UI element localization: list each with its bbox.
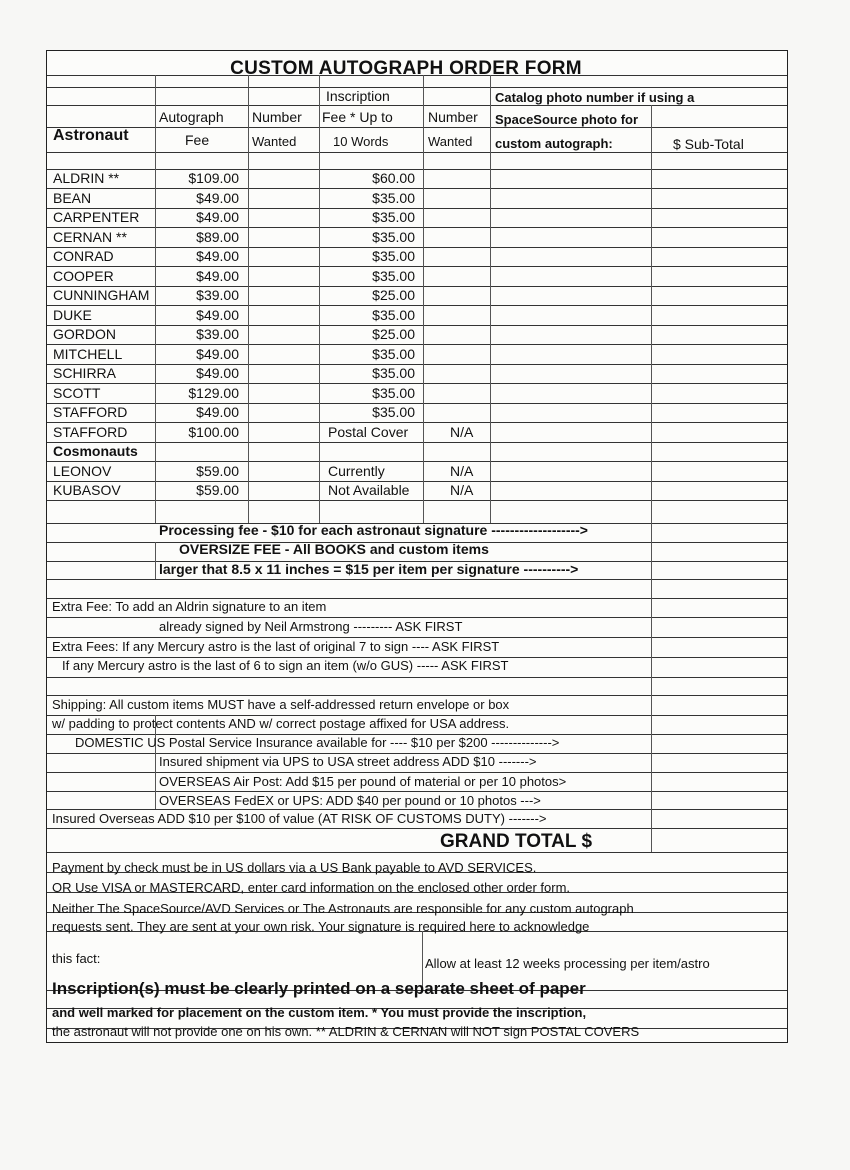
row-line — [47, 152, 787, 153]
row-line — [47, 127, 787, 128]
row-line — [47, 617, 787, 618]
shipping-line-6: OVERSEAS FedEX or UPS: ADD $40 per pound or 10 photos ---> — [159, 793, 541, 808]
row-line — [47, 579, 787, 580]
column-line — [155, 542, 156, 579]
extra-fee-line-1: Extra Fee: To add an Aldrin signature to an item — [52, 599, 327, 614]
header-wanted-2: Wanted — [428, 134, 473, 149]
astronaut-name: CARPENTER — [53, 209, 140, 225]
row-line — [47, 791, 787, 792]
shipping-line-2: w/ padding to protect contents AND w/ correct postage affixed for USA address. — [52, 716, 510, 731]
autograph-fee: $49.00 — [196, 404, 239, 420]
astronaut-name: SCHIRRA — [53, 365, 117, 381]
astronaut-name: Cosmonauts — [53, 443, 138, 459]
processing-fee-text: Processing fee - $10 for each astronaut signature -------------------> — [159, 522, 588, 538]
inscription-fee: $35.00 — [372, 384, 415, 401]
form-title: CUSTOM AUTOGRAPH ORDER FORM — [230, 58, 582, 79]
inscription-note: Not Available — [328, 482, 410, 498]
column-line — [490, 75, 491, 523]
shipping-line-4: Insured shipment via UPS to USA street address ADD $10 -------> — [159, 754, 537, 769]
oversize-fee-text-1: OVERSIZE FEE - All BOOKS and custom items — [179, 541, 489, 557]
payment-line-1: Payment by check must be in US dollars via a US Bank payable to AVD SERVICES. — [52, 860, 537, 875]
number-wanted-note: N/A — [450, 482, 474, 498]
oversize-fee-text-2: larger that 8.5 x 11 inches = $15 per item per signature ----------> — [159, 561, 579, 577]
inscription-fee: $35.00 — [372, 189, 415, 206]
this-fact-label: this fact: — [52, 951, 101, 966]
astronaut-name: COOPER — [53, 267, 114, 284]
header-custom-autograph: custom autograph: — [495, 136, 613, 151]
extra-fee-line-4: If any Mercury astro is the last of 6 to sign an item (w/o GUS) ----- ASK FIRST — [62, 658, 509, 673]
astronaut-name: GORDON — [53, 326, 116, 342]
row-line — [47, 828, 787, 829]
header-fee-upto: Fee * Up to — [322, 109, 393, 125]
autograph-fee: $49.00 — [196, 267, 239, 284]
autograph-fee: $49.00 — [196, 209, 239, 225]
row-line — [47, 809, 787, 810]
row-line — [47, 677, 787, 678]
row-line — [47, 637, 787, 638]
column-line — [248, 75, 249, 523]
astronaut-name: BEAN — [53, 189, 92, 206]
inscription-fee: $35.00 — [372, 209, 415, 225]
order-form-sheet — [46, 50, 788, 1043]
extra-fee-line-3: Extra Fees: If any Mercury astro is the last of original 7 to sign ---- ASK FIRST — [52, 639, 500, 654]
header-inscription: Inscription — [326, 88, 390, 104]
header-wanted-1: Wanted — [252, 134, 297, 149]
header-catalog: Catalog photo number if using a — [495, 90, 695, 105]
autograph-fee: $39.00 — [196, 287, 239, 303]
inscription-note: Currently — [328, 462, 385, 479]
astronaut-name: MITCHELL — [53, 345, 123, 362]
grand-total-label: GRAND TOTAL $ — [440, 831, 593, 852]
row-line — [47, 442, 787, 443]
inscription-note: Postal Cover — [328, 423, 409, 440]
row-line — [47, 87, 787, 88]
astronaut-name: ALDRIN ** — [53, 170, 120, 186]
autograph-fee: $100.00 — [188, 423, 239, 440]
autograph-fee: $49.00 — [196, 248, 239, 264]
astronaut-name: KUBASOV — [53, 482, 121, 498]
autograph-fee: $109.00 — [188, 170, 239, 186]
header-autograph: Autograph — [159, 109, 224, 125]
row-line — [47, 695, 787, 696]
astronaut-name: CONRAD — [53, 248, 114, 264]
inscription-fee: $35.00 — [372, 365, 415, 381]
inscription-fee: $35.00 — [372, 345, 415, 362]
header-fee: Fee — [185, 132, 210, 148]
payment-line-4: requests sent. They are sent at your own risk. Your signature is required here to acknowledge — [52, 919, 590, 934]
autograph-fee: $89.00 — [196, 228, 239, 245]
extra-fee-line-2: already signed by Neil Armstrong --------- ASK FIRST — [159, 619, 463, 634]
autograph-fee: $59.00 — [196, 482, 239, 498]
shipping-line-5: OVERSEAS Air Post: Add $15 per pound of material or per 10 photos> — [159, 774, 567, 789]
row-line — [47, 500, 787, 501]
footer-line-1: Inscription(s) must be clearly printed on a separate sheet of paper — [52, 979, 586, 998]
autograph-fee: $129.00 — [188, 384, 239, 401]
shipping-line-1: Shipping: All custom items MUST have a self-addressed return envelope or box — [52, 697, 510, 712]
astronaut-name: STAFFORD — [53, 423, 128, 440]
inscription-fee: $25.00 — [372, 287, 415, 303]
footer-line-2: and well marked for placement on the custom item. * You must provide the inscription, — [52, 1005, 587, 1020]
column-line — [155, 75, 156, 523]
column-line — [651, 598, 652, 852]
autograph-fee: $49.00 — [196, 189, 239, 206]
autograph-fee: $49.00 — [196, 306, 239, 323]
header-subtotal: $ Sub-Total — [673, 136, 744, 152]
autograph-fee: $39.00 — [196, 326, 239, 342]
inscription-fee: $35.00 — [372, 404, 415, 420]
inscription-fee: $25.00 — [372, 326, 415, 342]
header-astronaut: Astronaut — [53, 127, 129, 144]
row-line — [47, 772, 787, 773]
autograph-fee: $49.00 — [196, 365, 239, 381]
inscription-fee: $35.00 — [372, 306, 415, 323]
astronaut-name: STAFFORD — [53, 404, 128, 420]
header-ten-words: 10 Words — [333, 134, 389, 149]
row-line — [47, 852, 787, 853]
astronaut-name: CUNNINGHAM — [53, 287, 150, 303]
header-number-2: Number — [428, 109, 478, 125]
inscription-fee: $35.00 — [372, 267, 415, 284]
inscription-fee: $35.00 — [372, 228, 415, 245]
astronaut-name: DUKE — [53, 306, 92, 323]
header-spacesource: SpaceSource photo for — [495, 112, 639, 127]
column-line — [423, 75, 424, 523]
astronaut-name: SCOTT — [53, 384, 101, 401]
header-number-1: Number — [252, 109, 302, 125]
footer-line-3: the astronaut will not provide one on his own. ** ALDRIN & CERNAN will NOT sign POSTAL COVERS — [52, 1024, 640, 1039]
allow-weeks-text: Allow at least 12 weeks processing per item/astro — [425, 956, 710, 971]
astronaut-name: LEONOV — [53, 462, 112, 479]
payment-line-3: Neither The SpaceSource/AVD Services or The Astronauts are responsible for any custom autograph — [52, 901, 634, 916]
inscription-fee: $35.00 — [372, 248, 415, 264]
number-wanted-note: N/A — [450, 462, 474, 479]
number-wanted-note: N/A — [450, 423, 474, 440]
shipping-line-7: Insured Overseas ADD $10 per $100 of value (AT RISK OF CUSTOMS DUTY) -------> — [52, 811, 547, 826]
payment-line-2: OR Use VISA or MASTERCARD, enter card information on the enclosed other order form. — [52, 880, 571, 895]
shipping-line-3: DOMESTIC US Postal Service Insurance available for ---- $10 per $200 --------------> — [75, 735, 560, 750]
astronaut-name: CERNAN ** — [53, 228, 127, 245]
autograph-fee: $49.00 — [196, 345, 239, 362]
autograph-fee: $59.00 — [196, 462, 239, 479]
inscription-fee: $60.00 — [372, 170, 415, 186]
